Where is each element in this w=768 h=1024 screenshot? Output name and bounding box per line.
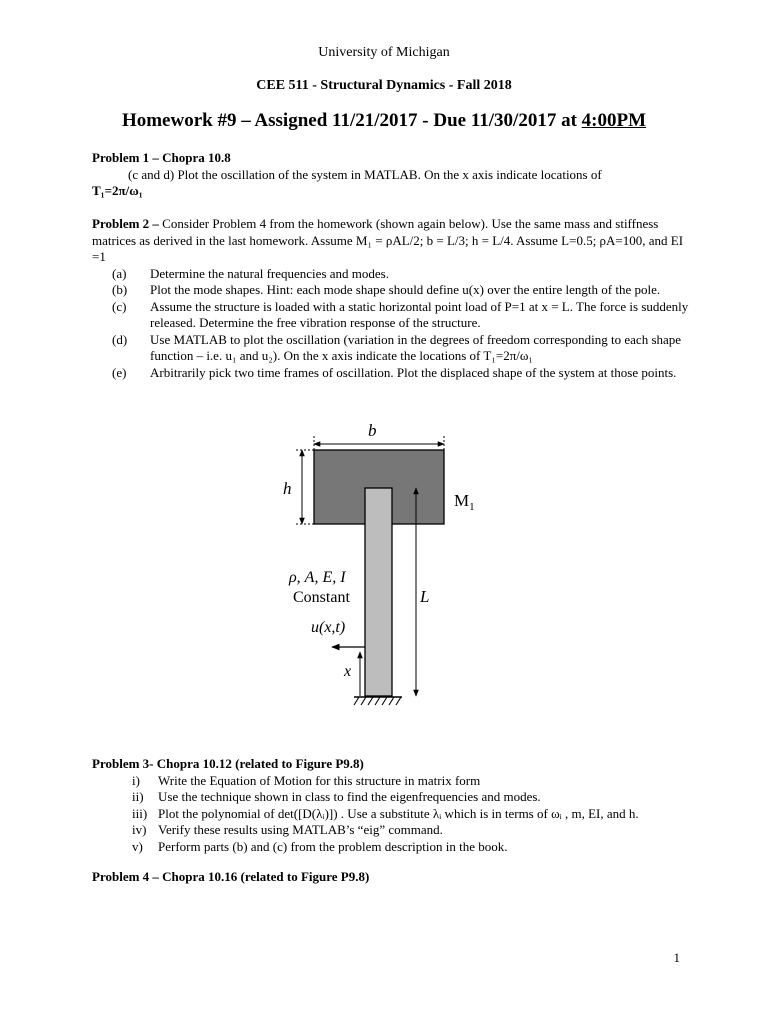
list-text: Verify these results using MATLAB’s “eig” command. bbox=[158, 822, 443, 837]
problem-3-heading: Problem 3- Chopra 10.12 (related to Figure P9.8) bbox=[92, 756, 364, 771]
list-item bbox=[92, 299, 692, 332]
label-mass-sub: 1 bbox=[469, 501, 475, 513]
problem-1-line1: (c and d) Plot the oscillation of the system in MATLAB. On the x axis indicate locations of bbox=[128, 166, 602, 182]
label-b: b bbox=[368, 421, 377, 440]
label-properties: ρ, A, E, I bbox=[289, 569, 346, 586]
problem-1-heading: Problem 1 – Chopra 10.8 bbox=[92, 150, 231, 165]
problem-3-list bbox=[92, 773, 692, 856]
problem-1 bbox=[92, 150, 692, 200]
problem-1-line2: T₁=2π/ω₁ bbox=[92, 183, 143, 198]
list-text: Write the Equation of Motion for this structure in matrix form bbox=[158, 772, 481, 788]
label-h: h bbox=[283, 479, 292, 498]
problem-2-heading: Problem 2 – bbox=[92, 216, 159, 231]
list-marker: iii) bbox=[132, 805, 148, 821]
list-item bbox=[92, 822, 692, 839]
label-x: x bbox=[344, 663, 352, 680]
problem-4 bbox=[92, 869, 692, 886]
label-constant: Constant bbox=[293, 589, 350, 606]
ground-hatch bbox=[354, 697, 401, 705]
list-marker: iv) bbox=[132, 822, 147, 837]
list-item bbox=[92, 806, 692, 823]
page-number: 1 bbox=[673, 950, 680, 965]
homework-title-text: Homework #9 – Assigned 11/21/2017 - Due 11/30/2017 at bbox=[121, 110, 582, 131]
list-text: Use the technique shown in class to find the eigenfrequencies and modes. bbox=[158, 789, 541, 804]
list-text: Determine the natural frequencies and modes. bbox=[150, 265, 389, 281]
problem-3 bbox=[92, 756, 692, 855]
list-marker: (c) bbox=[112, 298, 127, 314]
list-marker: ii) bbox=[132, 789, 144, 804]
list-item bbox=[92, 332, 692, 365]
list-marker: (d) bbox=[112, 331, 128, 347]
list-marker: (a) bbox=[112, 265, 127, 281]
list-text: Use MATLAB to plot the oscillation (variation in the degrees of freedom corresponding to each shape function – i.e. u₁ and u₂). On the x axis indicate the locations of T₁=2π/ω₁ bbox=[150, 331, 682, 363]
list-text: Plot the polynomial of det([D(λᵢ)]) . Use a substitute λᵢ which is in terms of ωᵢ , m, EI, and h. bbox=[158, 805, 639, 821]
column bbox=[365, 488, 392, 696]
list-item bbox=[92, 282, 692, 299]
list-item bbox=[92, 773, 692, 790]
list-text: Perform parts (b) and (c) from the problem description in the book. bbox=[158, 838, 508, 854]
list-marker: i) bbox=[132, 772, 140, 788]
list-item bbox=[92, 839, 692, 856]
label-displacement: u(x,t) bbox=[311, 619, 346, 636]
list-item bbox=[92, 266, 692, 283]
label-mass bbox=[454, 491, 475, 513]
course-title: CEE 511 - Structural Dynamics - Fall 2018 bbox=[256, 78, 512, 93]
structure-figure bbox=[270, 418, 510, 718]
problem-2 bbox=[92, 216, 692, 381]
list-marker: (b) bbox=[112, 282, 128, 297]
problem-2-list bbox=[92, 266, 692, 382]
due-time: 4:00PM bbox=[581, 110, 647, 131]
list-item bbox=[92, 365, 692, 382]
list-text: Plot the mode shapes. Hint: each mode shape should define u(x) over the entire length of the pole. bbox=[150, 282, 661, 297]
list-text: Assume the structure is loaded with a static horizontal point load of P=1 at x = L. The force is suddenly released. Determine the free vibration response of the structure. bbox=[150, 298, 689, 330]
list-item bbox=[92, 789, 692, 806]
list-marker: (e) bbox=[112, 364, 127, 380]
problem-2-intro-para bbox=[92, 216, 692, 266]
label-mass-letter: M bbox=[454, 491, 470, 510]
homework-title bbox=[0, 110, 768, 132]
label-L: L bbox=[420, 587, 430, 606]
list-marker: v) bbox=[132, 838, 143, 854]
list-text: Arbitrarily pick two time frames of oscillation. Plot the displaced shape of the system at those points. bbox=[150, 364, 677, 380]
university-name: University of Michigan bbox=[318, 45, 450, 60]
problem-2-intro: Consider Problem 4 from the homework (shown again below). Use the same mass and stiffness matrices as derived in the last homework. Assume M₁ = ρAL/2; b = L/3; h = L/4. Assume L=0.5; ρA=100, and EI =1 bbox=[92, 216, 684, 264]
problem-4-heading: Problem 4 – Chopra 10.16 (related to Figure P9.8) bbox=[92, 869, 370, 884]
